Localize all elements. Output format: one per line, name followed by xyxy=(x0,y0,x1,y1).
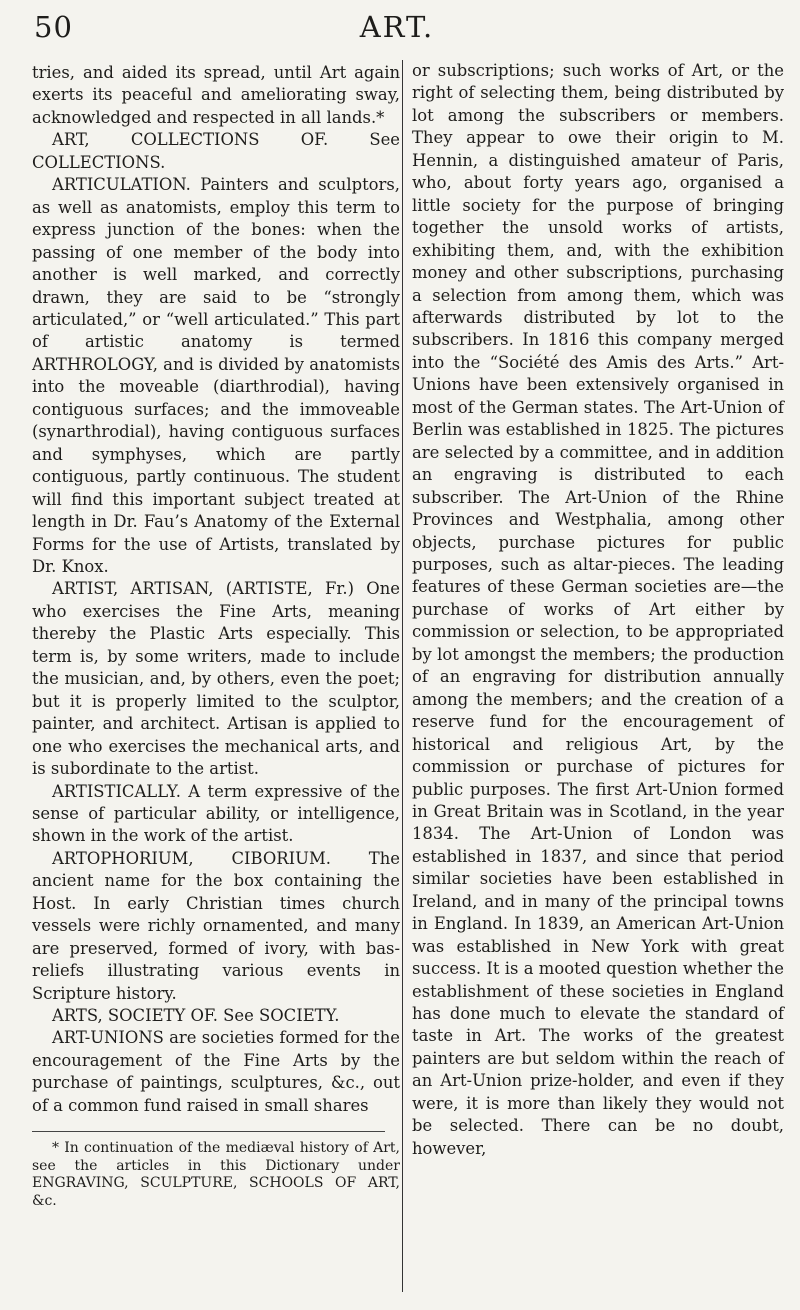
entry-articulation: ARTICULATION. Painters and sculptors, as well as anatomists, employ this term to express junction of the bones: when the passing of one member of the body into another is well marked, and correctly drawn, they are said to be “strongly articulated,” or “well articulated.” This part of artistic anatomy is termed ARTHROLOGY, and is divided by anatomists into the moveable (diarthrodial), having contiguous surfaces; and the immoveable (synarthrodial), having contiguous surfaces and symphyses, which are partly contiguous, partly continuous. The student will find this important subject treated at length in Dr. Fau’s Anatomy of the External Forms for the use of Artists, translated by Dr. Knox. xyxy=(32,175,400,576)
entry-art-collections: ART, COLLECTIONS OF. See COLLECTIONS. xyxy=(32,130,400,172)
column-divider xyxy=(402,60,403,1292)
running-header xyxy=(34,10,760,46)
footnote: * In continuation of the mediæval history of Art, see the articles in this Dictionary under ENGRAVING, SCULPTURE, SCHOOLS OF ART, &c. xyxy=(32,1140,400,1209)
entry-arts-society: ARTS, SOCIETY OF. See SOCIETY. xyxy=(52,1006,340,1026)
page-title: ART. xyxy=(359,10,435,44)
footnote-rule xyxy=(32,1131,385,1132)
entry-artophorium: ARTOPHORIUM, CIBORIUM. The ancient name for the box containing the Host. In early Christian times church vessels were richly ornamented, and many are preserved, formed of ivory, with bas-reliefs illustrating various events in Scripture history. xyxy=(32,848,400,1003)
left-column xyxy=(32,62,400,1210)
entry-art-unions: ART-UNIONS are societies formed for the encouragement of the Fine Arts by the purchase of paintings, sculptures, &c., out of a common fund raised in small shares xyxy=(32,1028,400,1115)
paragraph-continued: tries, and aided its spread, until Art again exerts its peaceful and ameliorating sway, acknowledged and respected in all lands.* xyxy=(32,63,400,127)
paragraph-art-unions-continued: or subscriptions; such works of Art, or the right of selecting them, being distributed by lot among the subscribers or members. They appear to owe their origin to M. Hennin, a distinguished amateur of Paris, who, about forty years ago, organised a little society for the purpose of bringing together the unsold works of artists, exhibiting them, and, with the exhibition money and other subscriptions, purchasing a selection from among them, which was afterwards distributed by lot to the subscribers. In 1816 this company merged into the “Société des Amis des Arts.” Art-Unions have been extensively organised in most of the German states. The Art-Union of Berlin was established in 1825. The pictures are selected by a committee, and in addition an engraving is distributed to each subscriber. The Art-Union of the Rhine Provinces and Westphalia, among other objects, purchase pictures for public purposes, such as altar-pieces. The leading features of these German societies are—the purchase of works of Art either by commission or selection, to be appropriated by lot amongst the members; the production of an engraving for distribution annually among the members; and the creation of a reserve fund for the encouragement of historical and religious Art, by the commission or purchase of pictures for public purposes. The first Art-Union formed in Great Britain was in Scotland, in the year 1834. The Art-Union of London was established in 1837, and since that period similar societies have been established in Ireland, and in many of the principal towns in England. In 1839, an American Art-Union was established in New York with great success. It is a mooted question whether the establishment of these societies in England has done much to elevate the standard of taste in Art. The works of the greatest painters are but seldom within the reach of an Art-Union prize-holder, and even if they were, it is more than likely they would not be selected. There can be no doubt, however, xyxy=(412,61,784,1158)
entry-artistically: ARTISTICALLY. A term expressive of the sense of particular ability, or intelligence, shown in the work of the artist. xyxy=(32,781,400,846)
page-number: 50 xyxy=(34,10,73,44)
right-column xyxy=(412,60,784,1160)
entry-artist: ARTIST, ARTISAN, (ARTISTE, Fr.) One who exercises the Fine Arts, meaning thereby the Plastic Arts especially. This term is, by some writers, made to include the musician, and, by others, even the poet; but it is properly limited to the sculptor, painter, and architect. Artisan is applied to one who exercises the mechanical arts, and is subordinate to the artist. xyxy=(32,579,400,779)
